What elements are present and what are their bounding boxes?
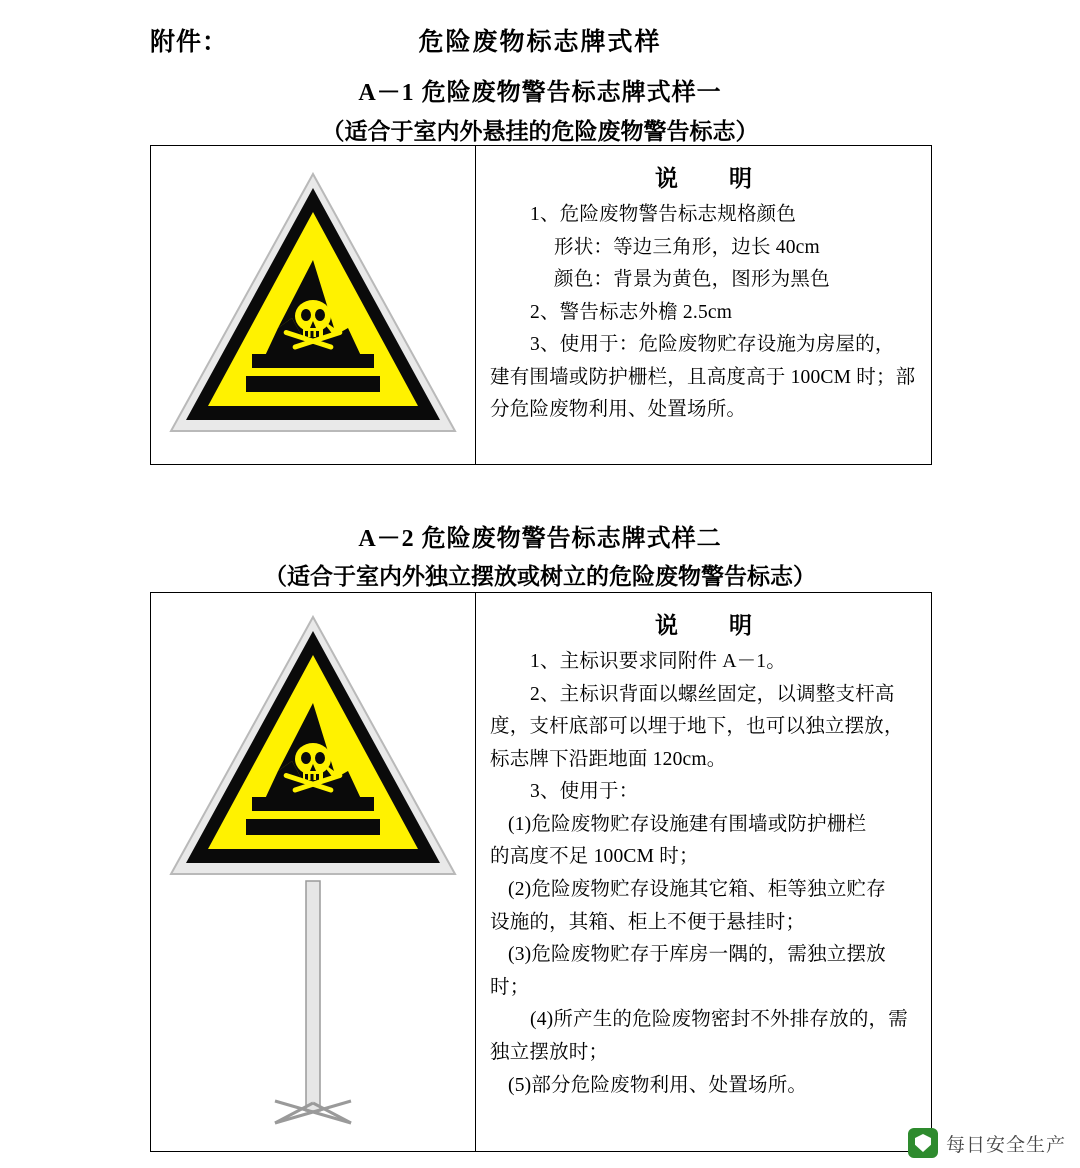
hazardous-waste-warning-triangle-icon bbox=[168, 168, 458, 438]
section-1-subtitle: （适合于室内外悬挂的危险废物警告标志） bbox=[321, 119, 759, 144]
section-2-description-cell bbox=[476, 593, 931, 1151]
desc-line: 颜色：背景为黄色，图形为黑色 bbox=[554, 269, 830, 291]
attachment-label: 附件： bbox=[150, 29, 229, 56]
section-2-panel bbox=[150, 592, 932, 1152]
desc-line: 时； bbox=[490, 976, 530, 998]
desc-line: 的高度不足 100CM 时； bbox=[490, 846, 699, 868]
hazardous-waste-warning-triangle-on-post-icon bbox=[163, 611, 463, 1131]
desc-line: 形状：等边三角形，边长 40cm bbox=[554, 236, 820, 258]
section-2-title: A－2 危险废物警告标志牌式样二 bbox=[358, 526, 722, 552]
desc-line: 1、危险废物警告标志规格颜色 bbox=[530, 204, 797, 225]
desc-line: 2、警告标志外檐 2.5cm bbox=[530, 301, 733, 323]
section-1-sign-cell bbox=[151, 146, 476, 464]
desc-line: 3、使用于：危险废物贮存设施为房屋的， bbox=[530, 334, 895, 356]
document-header bbox=[0, 22, 1080, 62]
section-2-subtitle: （适合于室内外独立摆放或树立的危险废物警告标志） bbox=[264, 564, 816, 589]
shield-logo-icon bbox=[908, 1128, 938, 1158]
page-title: 危险废物标志牌式样 bbox=[418, 29, 662, 56]
section-1-title: A－1 危险废物警告标志牌式样一 bbox=[358, 80, 722, 106]
desc-line: 建有围墙或防护栅栏，且高度高于 100CM 时；部 bbox=[490, 366, 916, 388]
watermark bbox=[908, 1128, 1066, 1158]
desc-line: 度，支杆底部可以埋于地下，也可以独立摆放， bbox=[490, 716, 904, 738]
desc-line: 设施的，其箱、柜上不便于悬挂时； bbox=[490, 911, 806, 933]
desc-line: (1)危险废物贮存设施建有围墙或防护栅栏 bbox=[508, 813, 867, 835]
desc-line: 1、主标识要求同附件 A－1。 bbox=[530, 651, 786, 672]
desc-line: 2、主标识背面以螺丝固定，以调整支杆高 bbox=[530, 683, 895, 705]
section-1-desc-heading: 说 明 bbox=[655, 166, 766, 191]
section-1-description-cell bbox=[476, 146, 931, 464]
desc-line: (2)危险废物贮存设施其它箱、柜等独立贮存 bbox=[508, 879, 886, 901]
desc-line: 分危险废物利用、处置场所。 bbox=[490, 399, 747, 421]
desc-line: 独立摆放时； bbox=[490, 1041, 609, 1063]
desc-line: (3)危险废物贮存于库房一隅的，需独立摆放 bbox=[508, 944, 886, 966]
watermark-text: 每日安全生产 bbox=[945, 1134, 1066, 1156]
desc-line: 3、使用于： bbox=[530, 781, 639, 803]
desc-line: 标志牌下沿距地面 120cm。 bbox=[490, 748, 727, 770]
section-2-sign-cell bbox=[151, 593, 476, 1151]
section-1-panel bbox=[150, 145, 932, 465]
section-2-desc-heading: 说 明 bbox=[655, 613, 766, 638]
desc-line: (5)部分危险废物利用、处置场所。 bbox=[508, 1074, 808, 1096]
desc-line: (4)所产生的危险废物密封不外排存放的，需 bbox=[530, 1009, 908, 1031]
